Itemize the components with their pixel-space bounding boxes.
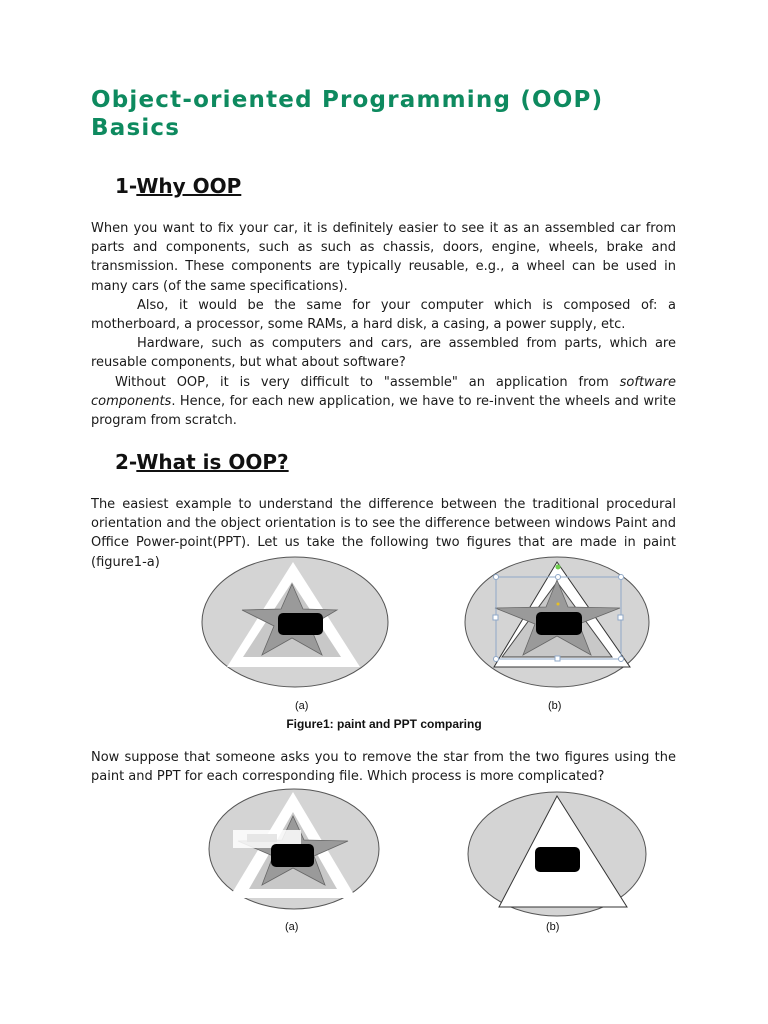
section-heading-what-is-oop — [115, 450, 289, 474]
paragraph: Hardware, such as computers and cars, are assembled from parts, which are reusable components, but what about software? — [91, 336, 676, 371]
emphasis-text: software components — [91, 374, 676, 409]
figure2-label-a: (a) — [285, 921, 299, 933]
paragraph-text: . Hence, for each new application, we have to re-invent the wheels and write program from scratch. — [91, 393, 676, 429]
paragraph: When you want to fix your car, it is definitely easier to see it as an assembled car from parts and components, such as such as chassis, doors, engine, wheels, brake and transmission. These components are typically reusable, e.g., a wheel can be used in many cars (of the same specifications). — [91, 221, 676, 294]
figure1-label-a: (a) — [295, 700, 309, 712]
section2-body-continued — [91, 748, 676, 786]
figure2-label-b: (b) — [546, 921, 560, 933]
section-heading-text: Why OOP — [136, 174, 242, 198]
section-number: 1- — [115, 174, 137, 198]
paragraph: Now suppose that someone asks you to remove the star from the two figures using the paint and PPT for each corresponding file. Which process is more complicated? — [91, 750, 676, 785]
figure1-caption: Figure1: paint and PPT comparing — [286, 717, 482, 731]
section1-body — [91, 219, 676, 430]
figure1-a-image — [200, 554, 390, 690]
document-title: Object-oriented Programming (OOP) Basics — [91, 87, 604, 141]
section-heading-why-oop — [115, 174, 241, 198]
figure1-b-image — [460, 554, 655, 690]
paragraph — [91, 373, 676, 431]
figure2-b-image — [466, 790, 648, 920]
paragraph-text: Without OOP, it is very difficult to "assemble" an application from — [115, 374, 620, 390]
section-number: 2- — [115, 450, 137, 474]
figure2-a-image — [207, 786, 381, 916]
paragraph: The easiest example to understand the difference between the traditional procedural orientation and the object orientation is to see the difference between windows Paint and Office Power-point(PPT). Let us take the following two figures that are made in paint (figure1-a) — [91, 497, 676, 570]
figure1-label-b: (b) — [548, 700, 562, 712]
paragraph: Also, it would be the same for your computer which is composed of: a motherboard, a processor, some RAMs, a hard disk, a casing, a power supply, etc. — [91, 297, 676, 333]
section-heading-text: What is OOP? — [136, 450, 289, 474]
